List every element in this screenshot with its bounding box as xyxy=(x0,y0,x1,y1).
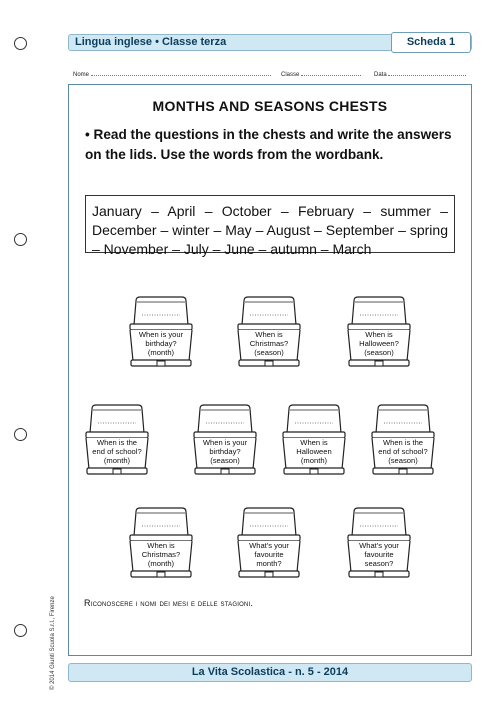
binder-hole xyxy=(14,428,27,441)
date-label: Data xyxy=(374,72,387,78)
objective-note: Riconoscere i nomi dei mesi e delle stagioni. xyxy=(84,598,254,608)
question-line-3: season? xyxy=(364,559,394,568)
treasure-chest xyxy=(190,403,260,483)
chest-question xyxy=(283,438,345,465)
question-line-2: favourite xyxy=(254,550,284,559)
question-line-2: birthday? xyxy=(209,447,241,456)
subject-label: Lingua inglese • Classe terza xyxy=(75,36,227,48)
question-line-3: (season) xyxy=(364,348,394,357)
class-label: Classe xyxy=(281,72,300,78)
binder-hole xyxy=(14,37,27,50)
question-line-3: (season) xyxy=(254,348,284,357)
question-line-2: end of school? xyxy=(378,447,428,456)
question-line-2: Halloween? xyxy=(359,339,399,348)
wordbank-box: January – April – October – February – summer – December – winter – May – August – September – spring – November – July – June – autumn – March xyxy=(85,195,455,253)
instruction-text: • Read the questions in the chests and write the answers on the lids. Use the words from the wordbank. xyxy=(85,127,452,162)
chest-question xyxy=(238,541,300,568)
header-bar xyxy=(68,34,472,51)
treasure-chest xyxy=(344,506,414,586)
question-line-2: Christmas? xyxy=(249,339,289,348)
question-line-1: When is xyxy=(147,541,175,550)
chest-question xyxy=(238,330,300,357)
class-field[interactable] xyxy=(281,70,361,78)
chest-question xyxy=(372,438,434,465)
question-line-1: When is xyxy=(365,330,393,339)
chest-question xyxy=(86,438,148,465)
question-line-3: month? xyxy=(256,559,282,568)
question-line-3: (month) xyxy=(147,559,175,568)
treasure-chest xyxy=(234,506,304,586)
question-line-1: When is the xyxy=(96,438,138,447)
question-line-2: favourite xyxy=(364,550,394,559)
worksheet-frame xyxy=(68,84,472,656)
copyright-text: © 2014 Giunti Scuola S.r.l., Firenze xyxy=(50,596,56,690)
question-line-3: (month) xyxy=(300,456,328,465)
question-line-1: When is your xyxy=(138,330,184,339)
footer-bar: La Vita Scolastica - n. 5 - 2014 xyxy=(68,663,472,682)
question-line-1: When is xyxy=(300,438,328,447)
binder-hole xyxy=(14,233,27,246)
treasure-chest xyxy=(82,403,152,483)
question-line-1: When is xyxy=(255,330,283,339)
chest-question xyxy=(194,438,256,465)
chest-question xyxy=(348,330,410,357)
name-field[interactable] xyxy=(73,70,271,78)
date-field[interactable] xyxy=(374,70,466,78)
chest-question xyxy=(130,330,192,357)
binder-hole xyxy=(14,624,27,637)
question-line-1: What's your xyxy=(359,541,399,550)
treasure-chest xyxy=(279,403,349,483)
question-line-1: When is the xyxy=(382,438,424,447)
question-line-2: Christmas? xyxy=(141,550,181,559)
treasure-chest xyxy=(344,295,414,375)
question-line-1: What's your xyxy=(249,541,289,550)
sheet-number: Scheda 1 xyxy=(391,32,471,53)
question-line-2: end of school? xyxy=(92,447,142,456)
treasure-chest xyxy=(126,295,196,375)
worksheet-title: MONTHS AND SEASONS CHESTS xyxy=(152,98,388,114)
treasure-chest xyxy=(126,506,196,586)
question-line-3: (season) xyxy=(210,456,240,465)
question-line-2: Halloween xyxy=(296,447,332,456)
treasure-chest xyxy=(234,295,304,375)
treasure-chest xyxy=(368,403,438,483)
question-line-3: (month) xyxy=(147,348,175,357)
chest-question xyxy=(348,541,410,568)
question-line-3: (month) xyxy=(103,456,131,465)
question-line-3: (season) xyxy=(388,456,418,465)
question-line-2: birthday? xyxy=(145,339,177,348)
chest-question xyxy=(130,541,192,568)
name-label: Nome xyxy=(73,72,90,78)
question-line-1: When is your xyxy=(202,438,248,447)
